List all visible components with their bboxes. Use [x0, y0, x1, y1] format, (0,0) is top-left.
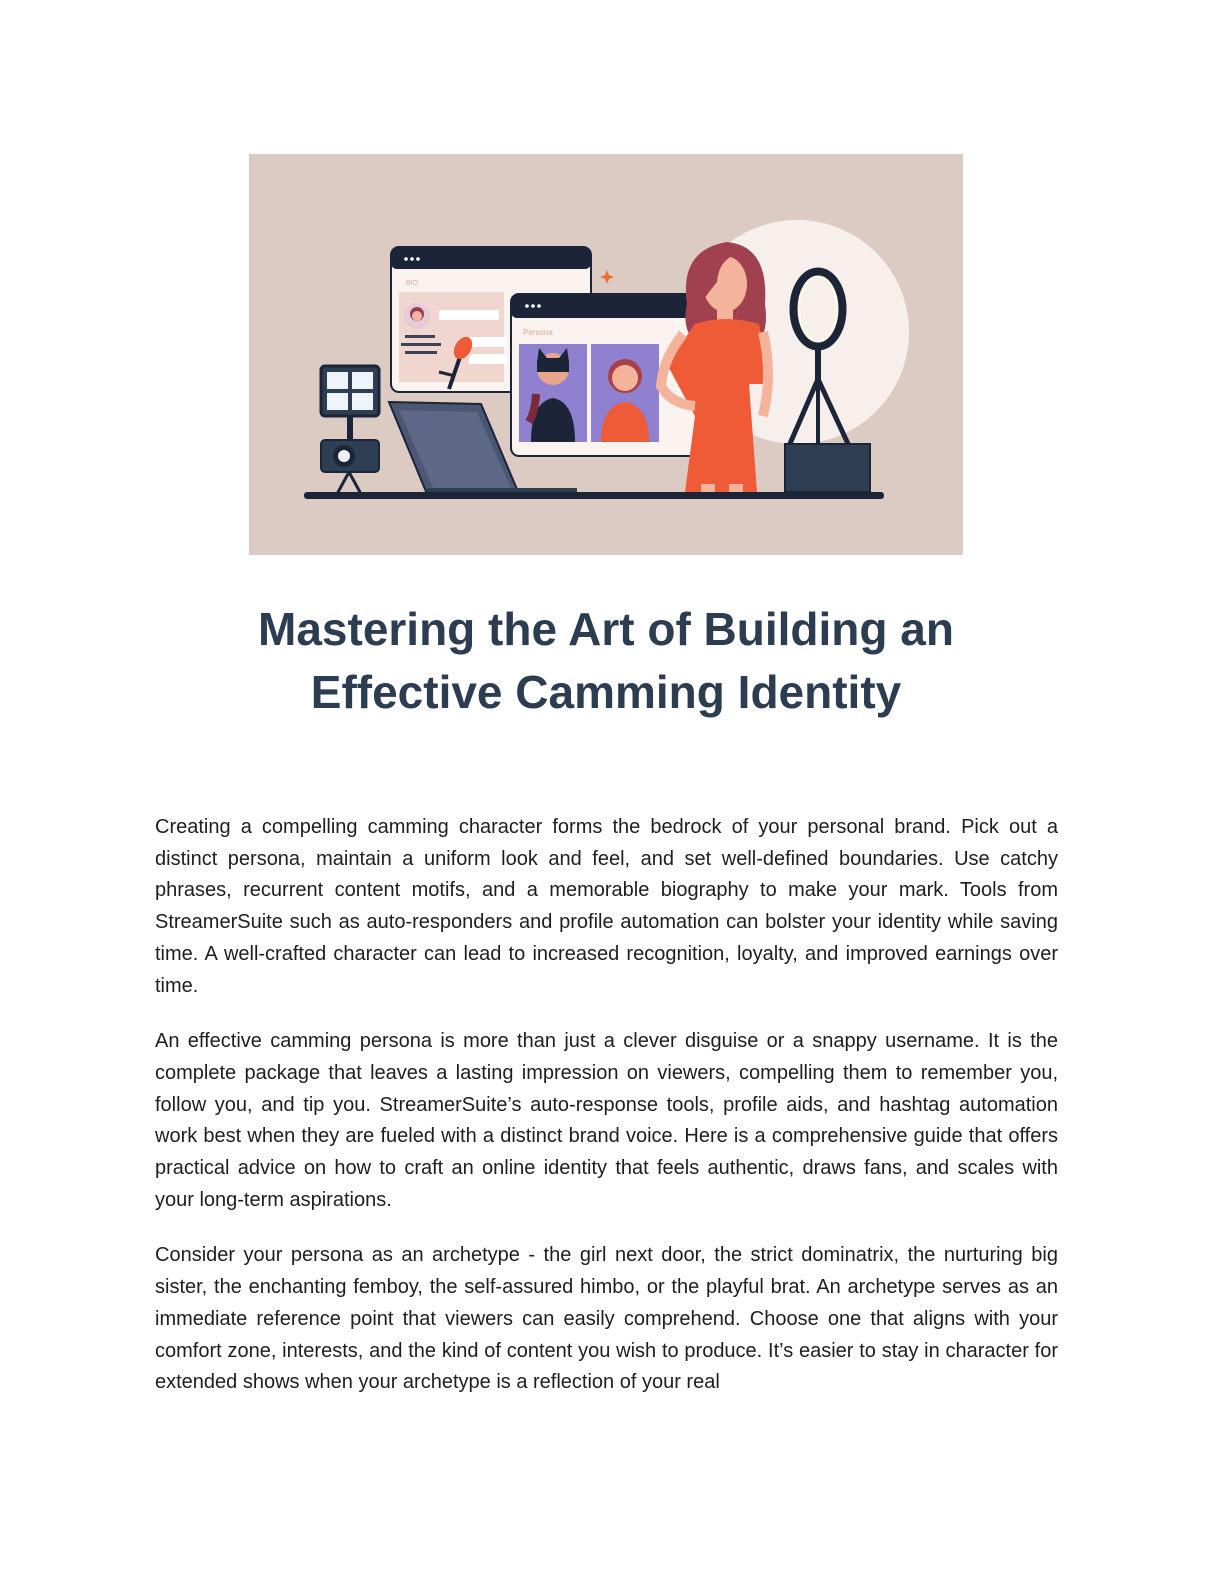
article-title-line-2: Effective Camming Identity — [310, 666, 902, 718]
desk — [304, 492, 884, 499]
paragraph-1: Creating a compelling camming character forms the bedrock of your personal brand. Pick out a distinct persona, maintain a uniform look and feel, and set well-defined boundaries. Use catchy phrases, recurrent content motifs, and a memorable biography to make your mark. Tools from StreamerSuite such as auto-responders and profile automation can bolster your identity while saving time. A well-crafted character can lead to increased recognition, loyalty, and improved earnings over time. — [155, 816, 1058, 997]
sparkle-icon — [600, 270, 614, 284]
persona-card — [511, 294, 701, 456]
article-body — [155, 812, 1058, 1423]
article-title — [150, 598, 1062, 724]
persona-card-label: Persona — [523, 328, 553, 337]
side-box — [785, 444, 870, 492]
softbox-light — [321, 366, 379, 440]
paragraph-3: Consider your persona as an archetype - the girl next door, the strict dominatrix, the nurturing big sister, the enchanting femboy, the self-assured himbo, or the playful brat. An archetype serves as an immediate reference point that viewers can easily comprehend. Choose one that aligns with your comfort zone, interests, and the kind of content you wish to produce. It’s easier to stay in character for extended shows when your archetype is a reflection of your real — [155, 1244, 1058, 1394]
camera — [321, 440, 379, 494]
hero-illustration — [249, 154, 963, 555]
bio-card-label: BIO — [406, 280, 419, 287]
article-title-line-1: Mastering the Art of Building an — [258, 603, 954, 655]
paragraph-2: An effective camming persona is more than just a clever disguise or a snappy username. It is the complete package that leaves a lasting impression on viewers, compelling them to remember you, follow you, and tip you. StreamerSuite’s auto-response tools, profile aids, and hashtag automation work best when they are fueled with a distinct brand voice. Here is a comprehensive guide that offers practical advice on how to craft an online identity that feels authentic, draws fans, and scales with your long-term aspirations. — [155, 1030, 1058, 1211]
